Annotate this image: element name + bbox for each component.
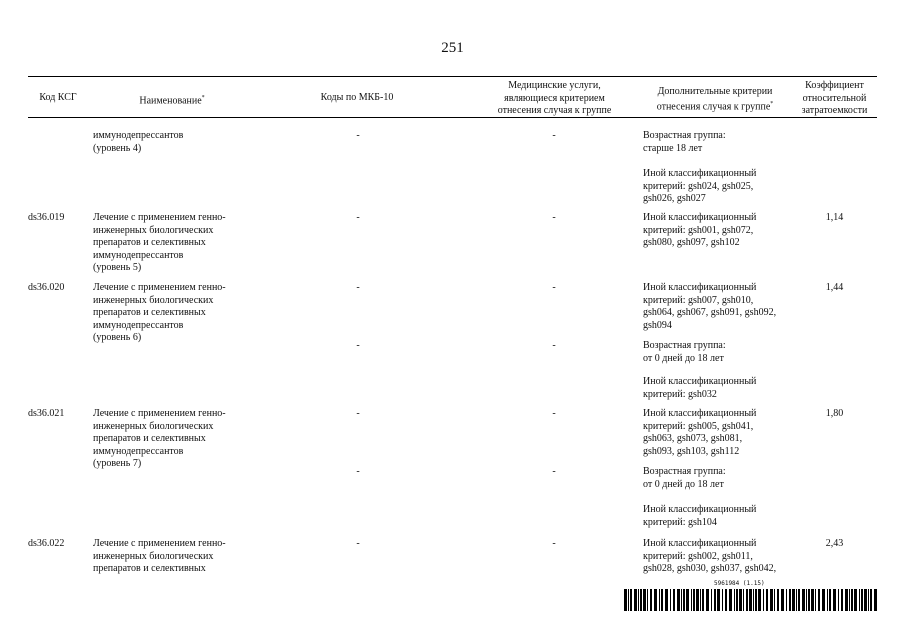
cell-criteria: Возрастная группа: старше 18 лет: [643, 130, 726, 154]
cell-code: ds36.019: [28, 212, 65, 223]
header-bottom-rule: [28, 117, 877, 118]
cell-coef: 1,14: [825, 212, 844, 223]
cell-criteria: Иной классификационный критерий: gsh002, gsh011, gsh028, gsh030, gsh037, gsh042,: [643, 538, 777, 574]
cell-icd: -: [356, 466, 360, 477]
cell-icd: -: [356, 408, 360, 419]
cell-name: иммунодепрессантов (уровень 4): [93, 130, 184, 154]
cell-icd: -: [356, 212, 360, 223]
cell-services: -: [552, 408, 556, 419]
cell-criteria: Иной классификационный критерий: gsh001, gsh072, gsh080, gsh097, gsh102: [643, 212, 757, 248]
cell-coef: 1,44: [825, 282, 844, 293]
cell-code: ds36.021: [28, 408, 65, 419]
header-name: Наименование*: [139, 95, 205, 107]
cell-name: Лечение с применением генно- инженерных биологических препаратов и селективных иммунодепрессантов (уровень 6): [93, 282, 226, 343]
cell-criteria: Иной классификационный критерий: gsh024, gsh025, gsh026, gsh027: [643, 168, 757, 204]
header-criteria: Дополнительные критерии отнесения случая к группе*: [656, 86, 774, 113]
cell-code: ds36.020: [28, 282, 65, 293]
header-code: Код КСГ: [39, 92, 77, 103]
cell-name: Лечение с применением генно- инженерных биологических препаратов и селективных: [93, 538, 226, 574]
cell-icd: -: [356, 340, 360, 351]
cell-coef: 2,43: [825, 538, 844, 549]
cell-services: -: [552, 212, 556, 223]
cell-criteria: Иной классификационный критерий: gsh007, gsh010, gsh064, gsh067, gsh091, gsh092, gsh094: [643, 282, 777, 331]
cell-code: ds36.022: [28, 538, 65, 549]
cell-services: -: [552, 466, 556, 477]
cell-icd: -: [356, 538, 360, 549]
cell-criteria: Возрастная группа: от 0 дней до 18 лет: [643, 466, 726, 490]
cell-services: -: [552, 282, 556, 293]
header-services: Медицинские услуги, являющиеся критерием отнесения случая к группе: [497, 80, 612, 116]
cell-services: -: [552, 538, 556, 549]
header-icd: Коды по МКБ-10: [320, 92, 394, 103]
page-number: 251: [441, 40, 464, 56]
cell-icd: -: [356, 130, 360, 141]
barcode: [624, 589, 877, 611]
cell-criteria: Иной классификационный критерий: gsh005, gsh041, gsh063, gsh073, gsh081, gsh093, gsh103, gsh112: [643, 408, 757, 457]
cell-icd: -: [356, 282, 360, 293]
barcode-number: 5961984 (1.15): [714, 580, 765, 587]
cell-criteria: Иной классификационный критерий: gsh104: [643, 504, 757, 528]
header-coefficient: Коэффициент относительной затратоемкости: [801, 80, 868, 116]
cell-name: Лечение с применением генно- инженерных биологических препаратов и селективных иммунодепрессантов (уровень 5): [93, 212, 226, 273]
cell-coef: 1,80: [825, 408, 844, 419]
cell-services: -: [552, 340, 556, 351]
cell-services: -: [552, 130, 556, 141]
table-top-rule: [28, 76, 877, 77]
cell-criteria: Иной классификационный критерий: gsh032: [643, 376, 757, 400]
cell-criteria: Возрастная группа: от 0 дней до 18 лет: [643, 340, 726, 364]
cell-name: Лечение с применением генно- инженерных биологических препаратов и селективных иммунодепрессантов (уровень 7): [93, 408, 226, 469]
